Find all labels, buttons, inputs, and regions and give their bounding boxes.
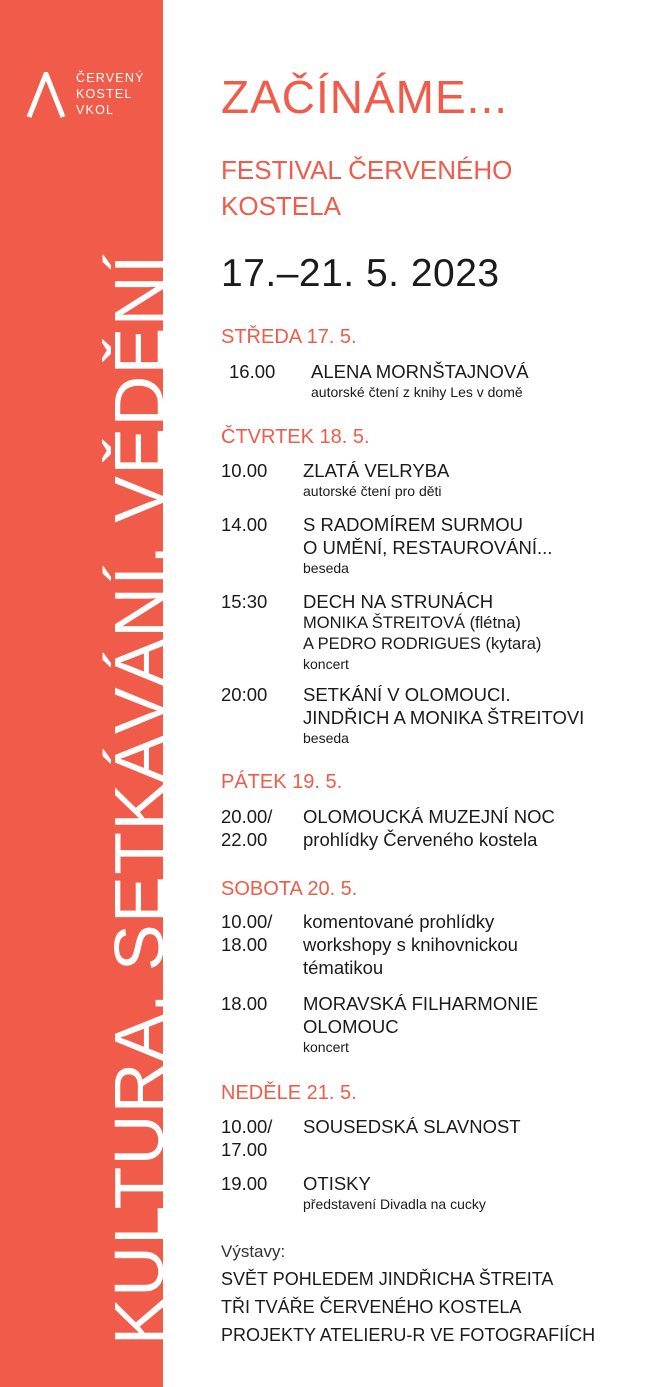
event-line: tématikou [303,957,384,978]
event-time: 10.00 [221,460,268,481]
event-time: 15:30 [221,591,268,612]
event-time [221,805,272,851]
event-time-end: 18.00 [221,934,268,955]
event-description: představení Divadla na cucky [303,1196,486,1212]
event-time: 20:00 [221,684,268,705]
event-time-start: 10.00/ [221,911,273,932]
event-time: 19.00 [221,1173,268,1194]
event-performer: A PEDRO RODRIGUES (kytara) [303,635,542,653]
page-title: ZAČÍNÁME... [221,71,509,123]
event-line: komentované prohlídky [303,911,495,932]
event-time-start: 10.00/ [221,1116,273,1137]
event-title: OTISKY [303,1173,371,1194]
exhibition-item: PROJEKTY ATELIERU-R VE FOTOGRAFIÍCH [221,1325,596,1345]
event-description: koncert [303,1039,349,1055]
logo-line-3: VKOL [76,103,115,117]
day-heading-thursday: ČTVRTEK 18. 5. [221,426,370,448]
event-description: beseda [303,560,349,576]
event-description: beseda [303,730,349,746]
lambda-logo-icon [26,72,66,118]
event-time: 18.00 [221,993,268,1014]
sidebar-banner [0,0,178,1387]
vertical-tagline: KULTURA, SETKÁVÁNÍ, VĚDĚNÍ [100,253,178,1345]
event-time-end: 17.00 [221,1139,268,1160]
festival-subtitle: FESTIVAL ČERVENÉHO KOSTELA [221,155,513,221]
day-heading-wednesday: STŘEDA 17. 5. [221,326,357,348]
event-performer: MONIKA ŠTREITOVÁ (flétna) [303,614,521,632]
exhibition-item: SVĚT POHLEDEM JINDŘICHA ŠTREITA [221,1269,554,1289]
exhibitions-label: Výstavy: [221,1242,286,1261]
exhibition-item: TŘI TVÁŘE ČERVENÉHO KOSTELA [221,1297,522,1317]
event-title: OLOMOUCKÁ MUZEJNÍ NOC [303,806,555,827]
event-time [221,910,272,956]
event-time: 16.00 [229,361,276,382]
day-heading-friday: PÁTEK 19. 5. [221,771,343,793]
day-heading-sunday: NEDĚLE 21. 5. [221,1082,357,1104]
logo-text [76,70,145,118]
event-title-line-2: O UMĚNÍ, RESTAUROVÁNÍ... [303,537,553,558]
logo-line-2: KOSTEL [76,87,133,101]
event-time-end: 22.00 [221,829,268,850]
event-title: SETKÁNÍ V OLOMOUCI. [303,684,511,705]
event-time: 14.00 [221,514,268,535]
event-title: MORAVSKÁ FILHARMONIE [303,993,539,1014]
festival-dates: 17.–21. 5. 2023 [221,252,500,295]
event-subtitle: prohlídky Červeného kostela [303,829,538,850]
event-time-start: 20.00/ [221,806,273,827]
event-title: S RADOMÍREM SURMOU [303,514,523,535]
event-time [221,1115,272,1161]
event-description: autorské čtení z knihy Les v domě [311,384,523,400]
event-title: DECH NA STRUNÁCH [303,591,494,612]
logo-line-1: ČERVENÝ [76,71,145,85]
event-title: ZLATÁ VELRYBA [303,460,450,481]
event-title-line-2: OLOMOUC [303,1016,399,1037]
event-description: autorské čtení pro děti [303,483,442,499]
event-title: ALENA MORNŠTAJNOVÁ [311,361,529,382]
day-heading-saturday: SOBOTA 20. 5. [221,878,358,900]
event-line: workshopy s knihovnickou [303,934,518,955]
event-title: SOUSEDSKÁ SLAVNOST [303,1116,521,1137]
event-description: koncert [303,656,349,672]
event-title-line-2: JINDŘICH A MONIKA ŠTREITOVI [303,707,585,728]
